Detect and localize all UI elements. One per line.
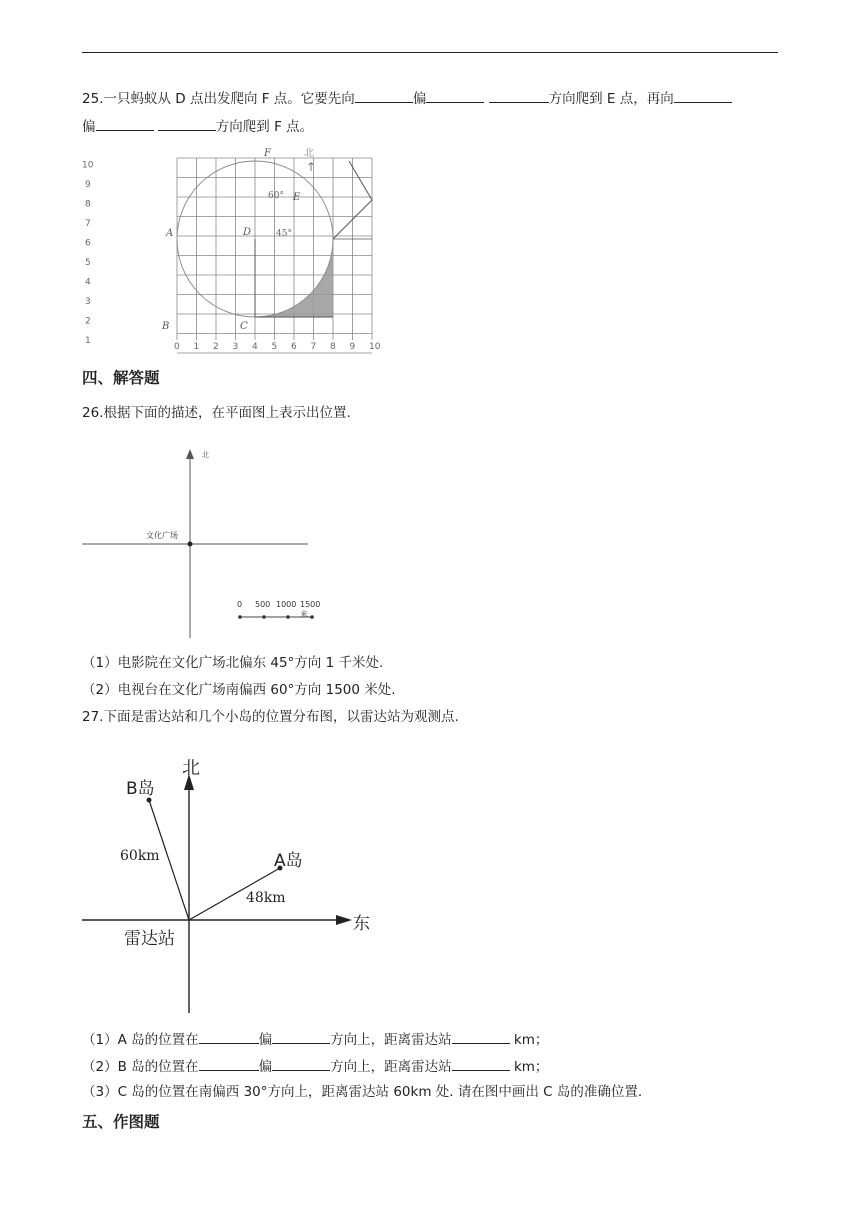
section-4-title: 四、解答题 — [82, 369, 160, 387]
scale-label-1000: 1000 — [276, 600, 297, 609]
q26-figure-labels — [80, 445, 320, 640]
question-25-line-2: 偏 方向爬到 F 点。 — [82, 116, 313, 136]
y-tick-label: 3 — [85, 297, 91, 307]
y-tick-label: 1 — [85, 336, 91, 346]
y-tick-label: 4 — [85, 277, 91, 288]
plaza-label: 文化广场 — [146, 531, 178, 540]
answer-blank[interactable] — [272, 1029, 330, 1044]
scale-label-500: 500 — [255, 600, 271, 609]
x-tick-label: 5 — [271, 342, 278, 352]
question-number: 26. — [82, 405, 104, 421]
answer-blank[interactable] — [452, 1056, 510, 1071]
point-label-b: B — [162, 321, 170, 332]
q25-figure-labels — [80, 136, 320, 356]
x-tick-label: 6 — [291, 342, 297, 352]
x-tick-label: 9 — [349, 342, 356, 352]
north-label: 北 — [202, 451, 209, 459]
header-rule — [82, 52, 778, 53]
question-27-sub-3: （3）C 岛的位置在南偏西 30°方向上，距离雷达站 60km 处. 请在图中画出 C 岛的准确位置. — [82, 1084, 643, 1100]
answer-blank[interactable] — [674, 88, 732, 103]
point-label-c: C — [240, 321, 248, 332]
answer-blank[interactable] — [426, 88, 484, 103]
y-tick-label: 2 — [85, 316, 91, 327]
question-27-text: 27.下面是雷达站和几个小岛的位置分布图，以雷达站为观测点. — [82, 709, 459, 725]
north-label: 北 — [182, 758, 200, 779]
answer-blank[interactable] — [199, 1029, 259, 1044]
y-tick-label: 7 — [85, 219, 91, 229]
angle-label-45: 45° — [276, 229, 292, 239]
island-a-label: A岛 — [274, 851, 303, 871]
question-26-sub-1: （1）电影院在文化广场北偏东 45°方向 1 千米处. — [82, 655, 384, 671]
y-tick-label: 5 — [85, 258, 91, 268]
answer-blank[interactable] — [158, 116, 216, 131]
question-27-sub-1: （1）A 岛的位置在 偏 方向上，距离雷达站 km； — [82, 1029, 548, 1049]
point-label-f: F — [264, 148, 271, 159]
question-25-line-1: 25.一只蚂蚁从 D 点出发爬向 F 点。它要先向 偏 方向爬到 E 点，再向 — [82, 88, 732, 108]
question-number: 25. — [82, 91, 104, 107]
point-label-a: A — [166, 228, 174, 239]
north-label: 北 — [304, 148, 314, 159]
east-label: 东 — [353, 914, 370, 934]
point-label-d: D — [243, 227, 252, 238]
island-b-label: B岛 — [126, 779, 155, 799]
y-tick-label: 8 — [85, 199, 91, 210]
answer-blank[interactable] — [96, 116, 154, 131]
point-label-e: E — [293, 192, 301, 203]
x-tick-label: 10 — [369, 342, 381, 352]
question-27-sub-2: （2）B 岛的位置在 偏 方向上，距离雷达站 km； — [82, 1056, 548, 1076]
answer-blank[interactable] — [355, 88, 413, 103]
distance-a-label: 48km — [246, 890, 286, 906]
y-tick-label: 10 — [82, 160, 94, 171]
question-26-text: 26.根据下面的描述，在平面图上表示出位置. — [82, 405, 351, 421]
y-tick-label: 6 — [85, 238, 91, 249]
answer-blank[interactable] — [199, 1056, 259, 1071]
x-tick-label: 0 — [174, 342, 180, 352]
q27-figure-labels — [80, 750, 380, 1020]
x-tick-label: 7 — [310, 342, 317, 352]
question-26-sub-2: （2）电视台在文化广场南偏西 60°方向 1500 米处. — [82, 682, 396, 698]
section-5-title: 五、作图题 — [82, 1113, 160, 1131]
x-tick-label: 8 — [330, 342, 336, 352]
x-tick-label: 1 — [193, 342, 200, 352]
x-tick-label: 3 — [232, 342, 239, 352]
station-label: 雷达站 — [124, 929, 175, 949]
x-tick-label: 4 — [252, 342, 258, 352]
answer-blank[interactable] — [272, 1056, 330, 1071]
answer-blank[interactable] — [489, 88, 549, 103]
angle-label-60: 60° — [268, 191, 284, 201]
north-arrow-icon: ↑ — [306, 160, 317, 174]
x-tick-label: 2 — [213, 342, 219, 352]
y-tick-label: 9 — [85, 180, 91, 190]
scale-label-0: 0 — [237, 600, 243, 609]
distance-b-label: 60km — [120, 848, 160, 864]
scale-label-1500: 1500米 — [300, 600, 321, 619]
question-number: 27. — [82, 709, 104, 725]
answer-blank[interactable] — [452, 1029, 510, 1044]
